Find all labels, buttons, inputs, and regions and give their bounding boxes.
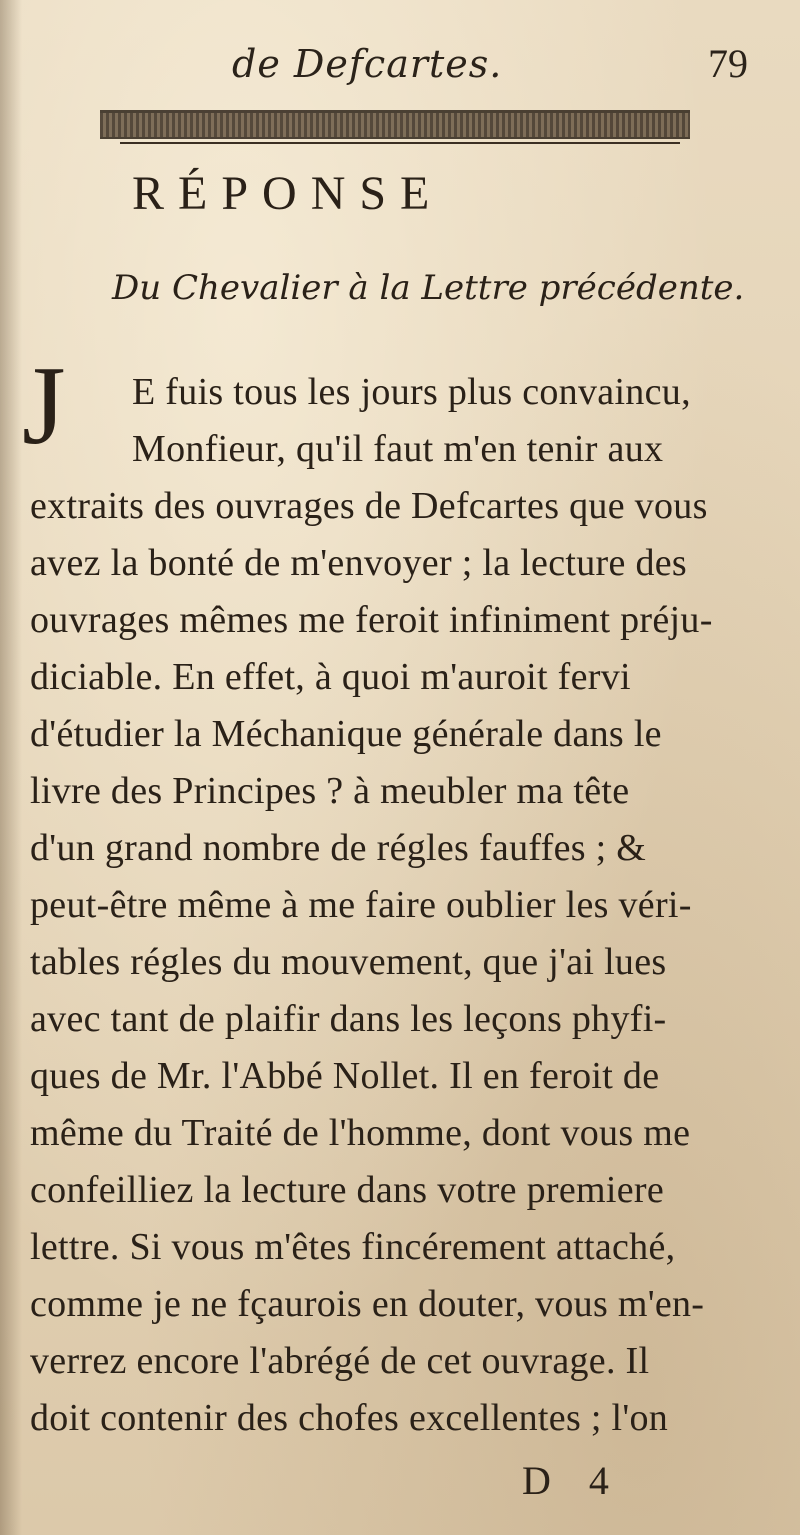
text-line: avez la bonté de m'envoyer ; la lecture des bbox=[30, 542, 688, 584]
text-line: extraits des ouvrages de Defcartes que vous bbox=[30, 485, 708, 527]
text-line: Monfieur, qu'il faut m'en tenir aux bbox=[132, 428, 664, 470]
text-line: E fuis tous les jours plus convaincu, bbox=[132, 371, 691, 413]
running-title: de Defcartes. bbox=[232, 42, 503, 86]
text-line: confeilliez la lecture dans votre premiere bbox=[30, 1169, 664, 1211]
text-line: avec tant de plaifir dans les leçons phyfi- bbox=[30, 998, 667, 1040]
ornament-rule bbox=[120, 142, 680, 144]
text-line: ouvrages mêmes me feroit infiniment préju- bbox=[30, 599, 713, 641]
text-line: ques de Mr. l'Abbé Nollet. Il en feroit de bbox=[30, 1055, 660, 1097]
text-line: doit contenir des chofes excellentes ; l'on bbox=[30, 1397, 669, 1439]
text-line: comme je ne fçaurois en douter, vous m'en- bbox=[30, 1283, 705, 1325]
text-line: d'un grand nombre de régles fauffes ; & bbox=[30, 827, 647, 869]
text-line: livre des Principes ? à meubler ma tête bbox=[30, 770, 630, 812]
page-number: 79 bbox=[708, 41, 748, 86]
signature-mark: D 4 bbox=[522, 1458, 623, 1503]
spine-shadow bbox=[0, 0, 22, 1535]
text-line: peut-être même à me faire oublier les véri- bbox=[30, 884, 692, 926]
text-line: lettre. Si vous m'êtes fincérement attaché, bbox=[30, 1226, 676, 1268]
section-subtitle: Du Chevalier à la Lettre précédente. bbox=[112, 268, 745, 308]
decorative-headband bbox=[100, 110, 690, 139]
text-line: même du Traité de l'homme, dont vous me bbox=[30, 1112, 691, 1154]
section-title: RÉPONSE bbox=[132, 167, 444, 220]
text-line: d'étudier la Méchanique générale dans le bbox=[30, 713, 662, 755]
text-line: diciable. En effet, à quoi m'auroit fervi bbox=[30, 656, 631, 698]
text-line: tables régles du mouvement, que j'ai lues bbox=[30, 941, 667, 983]
text-line: verrez encore l'abrégé de cet ouvrage. Il bbox=[30, 1340, 650, 1382]
drop-capital: J bbox=[22, 344, 66, 468]
